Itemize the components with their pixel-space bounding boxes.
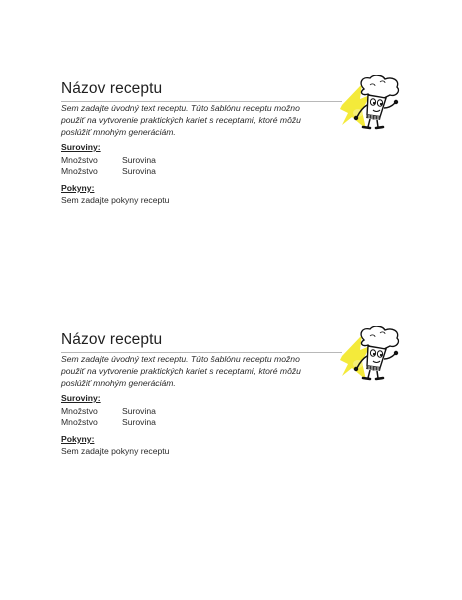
recipe-directions[interactable]: Sem zadajte pokyny receptu — [61, 446, 170, 456]
chef-icon — [340, 326, 406, 382]
ingredient-quantity: Množstvo — [61, 406, 98, 416]
ingredient-quantity: Množstvo — [61, 155, 98, 165]
ingredient-name: Surovina — [122, 166, 156, 176]
intro-line: Sem zadajte úvodný text receptu. Túto šablónu receptu možno — [61, 103, 300, 113]
recipe-card-1 — [0, 80, 462, 330]
ingredients-heading: Suroviny: — [61, 393, 101, 403]
recipe-intro[interactable] — [61, 353, 343, 390]
ingredients-heading: Suroviny: — [61, 142, 101, 152]
intro-line: poslúžiť mnohým generáciám. — [61, 127, 176, 138]
recipe-directions[interactable]: Sem zadajte pokyny receptu — [61, 195, 170, 205]
ingredient-name: Surovina — [122, 406, 156, 416]
directions-heading: Pokyny: — [61, 434, 95, 444]
intro-line: použiť na vytvorenie praktických kariet s receptami, ktoré môžu — [61, 115, 301, 126]
ingredient-quantity: Množstvo — [61, 166, 98, 176]
ingredient-name: Surovina — [122, 417, 156, 427]
recipe-intro[interactable] — [61, 102, 343, 139]
chef-icon — [340, 75, 406, 131]
intro-line: poslúžiť mnohým generáciám. — [61, 378, 176, 389]
recipe-card-2 — [0, 331, 462, 581]
recipe-title[interactable]: Názov receptu — [61, 331, 163, 348]
ingredient-quantity: Množstvo — [61, 417, 98, 427]
intro-line: Sem zadajte úvodný text receptu. Túto šablónu receptu možno — [61, 354, 300, 364]
recipe-title[interactable]: Názov receptu — [61, 80, 163, 97]
intro-line: použiť na vytvorenie praktických kariet s receptami, ktoré môžu — [61, 366, 301, 377]
directions-heading: Pokyny: — [61, 183, 95, 193]
ingredient-name: Surovina — [122, 155, 156, 165]
